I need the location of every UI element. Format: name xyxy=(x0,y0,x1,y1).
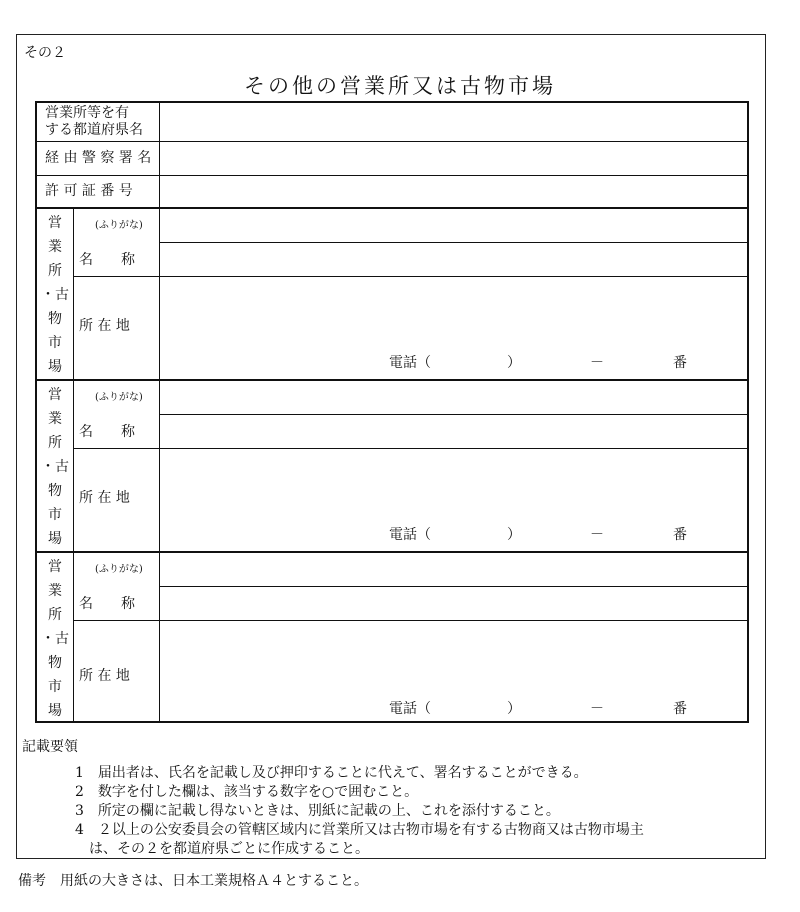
furigana-label-3: (ふりがな) xyxy=(95,564,143,575)
name-label-3: 名 称 xyxy=(79,596,135,612)
office-side-label-1: 営 業 所 ・古 物 市 場 xyxy=(41,215,69,375)
prefecture-label-line1: 営業所等を有 xyxy=(45,105,129,121)
side-divider xyxy=(73,381,74,551)
police-station-field[interactable] xyxy=(160,142,747,175)
form-table xyxy=(35,101,749,723)
prefecture-field[interactable] xyxy=(160,103,747,141)
office-side-label-3: 営 業 所 ・古 物 市 場 xyxy=(41,559,69,719)
address-label-1: 所 在 地 xyxy=(79,318,130,334)
page-number: その２ xyxy=(24,45,66,61)
tel-label-3: 電話（ xyxy=(389,701,431,717)
side-divider xyxy=(73,553,74,721)
address-label-3: 所 在 地 xyxy=(79,668,130,684)
note-item: 3 所定の欄に記載し得ないときは、別紙に記載の上、これを添付すること。 xyxy=(75,803,560,819)
name-field-3[interactable] xyxy=(160,587,747,620)
note-item: 1 届出者は、氏名を記載し及び押印することに代えて、署名することができる。 xyxy=(75,765,588,781)
permit-number-field[interactable] xyxy=(160,176,747,207)
note-item: は、その２を都道府県ごとに作成すること。 xyxy=(75,841,369,857)
furigana-label-2: (ふりがな) xyxy=(95,392,143,403)
furigana-label-1: (ふりがな) xyxy=(95,220,143,231)
tel-ban-3: 番 xyxy=(673,701,687,717)
tel-close-paren-2: ） xyxy=(507,527,521,543)
tel-dash-2: － xyxy=(590,527,604,543)
form-title: その他の営業所又は古物市場 xyxy=(244,74,556,98)
name-label-2: 名 称 xyxy=(79,424,135,440)
tel-close-paren-1: ） xyxy=(507,355,521,371)
name-field-1[interactable] xyxy=(160,243,747,276)
tel-label-2: 電話（ xyxy=(389,527,431,543)
note-item: 4 ２以上の公安委員会の管轄区域内に営業所又は古物市場を有する古物商又は古物市場主 xyxy=(75,822,644,838)
tel-close-paren-3: ） xyxy=(507,701,521,717)
side-divider xyxy=(73,209,74,379)
furigana-field-2[interactable] xyxy=(160,381,747,414)
name-field-2[interactable] xyxy=(160,415,747,448)
name-label-1: 名 称 xyxy=(79,252,135,268)
tel-dash-3: － xyxy=(590,701,604,717)
tel-dash-1: － xyxy=(590,355,604,371)
permit-number-label: 許 可 証 番 号 xyxy=(45,183,133,199)
address-field-2[interactable] xyxy=(160,449,747,551)
office-side-label-2: 営 業 所 ・古 物 市 場 xyxy=(41,387,69,547)
tel-label-1: 電話（ xyxy=(389,355,431,371)
note-item: 2 数字を付した欄は、該当する数字を○で囲むこと。 xyxy=(75,784,419,800)
remarks: 備考 用紙の大きさは、日本工業規格Ａ４とすること。 xyxy=(18,873,368,889)
tel-ban-2: 番 xyxy=(673,527,687,543)
address-field-3[interactable] xyxy=(160,621,747,721)
prefecture-label-line2: する都道府県名 xyxy=(45,122,143,138)
address-label-2: 所 在 地 xyxy=(79,490,130,506)
police-station-label: 経 由 警 察 署 名 xyxy=(45,150,152,166)
tel-ban-1: 番 xyxy=(673,355,687,371)
furigana-field-3[interactable] xyxy=(160,553,747,586)
furigana-field-1[interactable] xyxy=(160,209,747,242)
notes-heading: 記載要領 xyxy=(22,739,78,755)
address-field-1[interactable] xyxy=(160,277,747,379)
